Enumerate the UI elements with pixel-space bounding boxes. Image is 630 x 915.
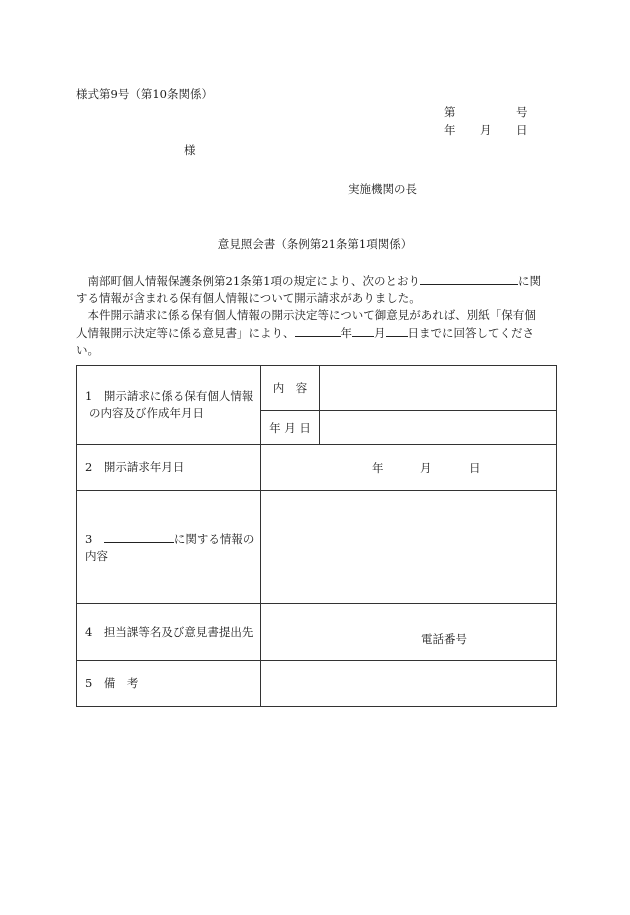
row1-label-line2: の内容及び作成年月日: [89, 406, 204, 420]
row4-phone-label: 電話番号: [421, 632, 467, 646]
document-number-prefix: 第: [444, 105, 456, 119]
row2-month: 月: [420, 460, 432, 475]
paragraph1-text-b: に関: [517, 274, 541, 288]
blank-year: [295, 324, 341, 337]
row4-label: 4 担当課等名及び意見書提出先: [77, 604, 261, 661]
row5-label: 5 備 考: [77, 661, 261, 707]
paragraph2-month: 月: [374, 326, 386, 340]
row3-blank: [104, 530, 174, 543]
row1-content-field[interactable]: [320, 366, 557, 411]
sender-label: 実施機関の長: [348, 182, 417, 196]
row3-label-cell: [77, 491, 261, 604]
table-row-5: [77, 661, 557, 707]
row1-label-line1: 1 開示請求に係る保有個人情報: [85, 389, 254, 403]
blank-day: [386, 324, 408, 337]
body-text: [76, 272, 554, 359]
table-row-3: [77, 491, 557, 604]
paragraph1-text-a: 南部町個人情報保護条例第21条第1項の規定により、次のとおり: [87, 274, 420, 288]
paragraph2-day: 日までに回答してくださ: [407, 326, 534, 340]
row2-date-field[interactable]: [261, 445, 557, 491]
table-row-2: [77, 445, 557, 491]
paragraph2-text-c: い。: [76, 343, 99, 357]
document-number-suffix: 号: [516, 105, 528, 119]
blank-month: [352, 324, 374, 337]
row3-label-line1: に関する情報の: [173, 531, 255, 546]
row2-label: 2 開示請求年月日: [77, 445, 261, 491]
blank-subject: [420, 272, 518, 285]
row3-number: 3: [85, 531, 93, 546]
row1-label-cell: [77, 366, 261, 445]
row2-day: 日: [469, 460, 481, 475]
row2-year: 年: [372, 460, 384, 475]
row3-label-line2: 内容: [85, 548, 108, 563]
date-month-label: 月: [480, 123, 492, 137]
date-day-label: 日: [516, 123, 528, 137]
row1-date-label: 年 月 日: [261, 411, 320, 445]
form-number: 様式第9号（第10条関係）: [76, 87, 213, 101]
date-year-label: 年: [444, 123, 456, 137]
paragraph2-text-b: 人情報開示決定等に係る意見書」により、: [76, 326, 295, 340]
paragraph1-text-c: する情報が含まれる保有個人情報について開示請求がありました。: [76, 291, 421, 305]
addressee-suffix: 様: [184, 143, 196, 157]
row3-content-field[interactable]: [261, 491, 557, 604]
form-table: [76, 365, 557, 707]
paragraph2-year: 年: [340, 326, 352, 340]
paragraph2-text-a: 本件開示請求に係る保有個人情報の開示決定等について御意見があれば、別紙「保有個: [87, 308, 536, 322]
row1-content-label: 内 容: [261, 366, 320, 411]
row4-content-field[interactable]: [261, 604, 557, 661]
table-row-1a: [77, 366, 557, 411]
document-title: 意見照会書（条例第21条第1項関係）: [217, 237, 413, 251]
row5-content-field[interactable]: [261, 661, 557, 707]
row1-date-field[interactable]: [320, 411, 557, 445]
table-row-4: [77, 604, 557, 661]
